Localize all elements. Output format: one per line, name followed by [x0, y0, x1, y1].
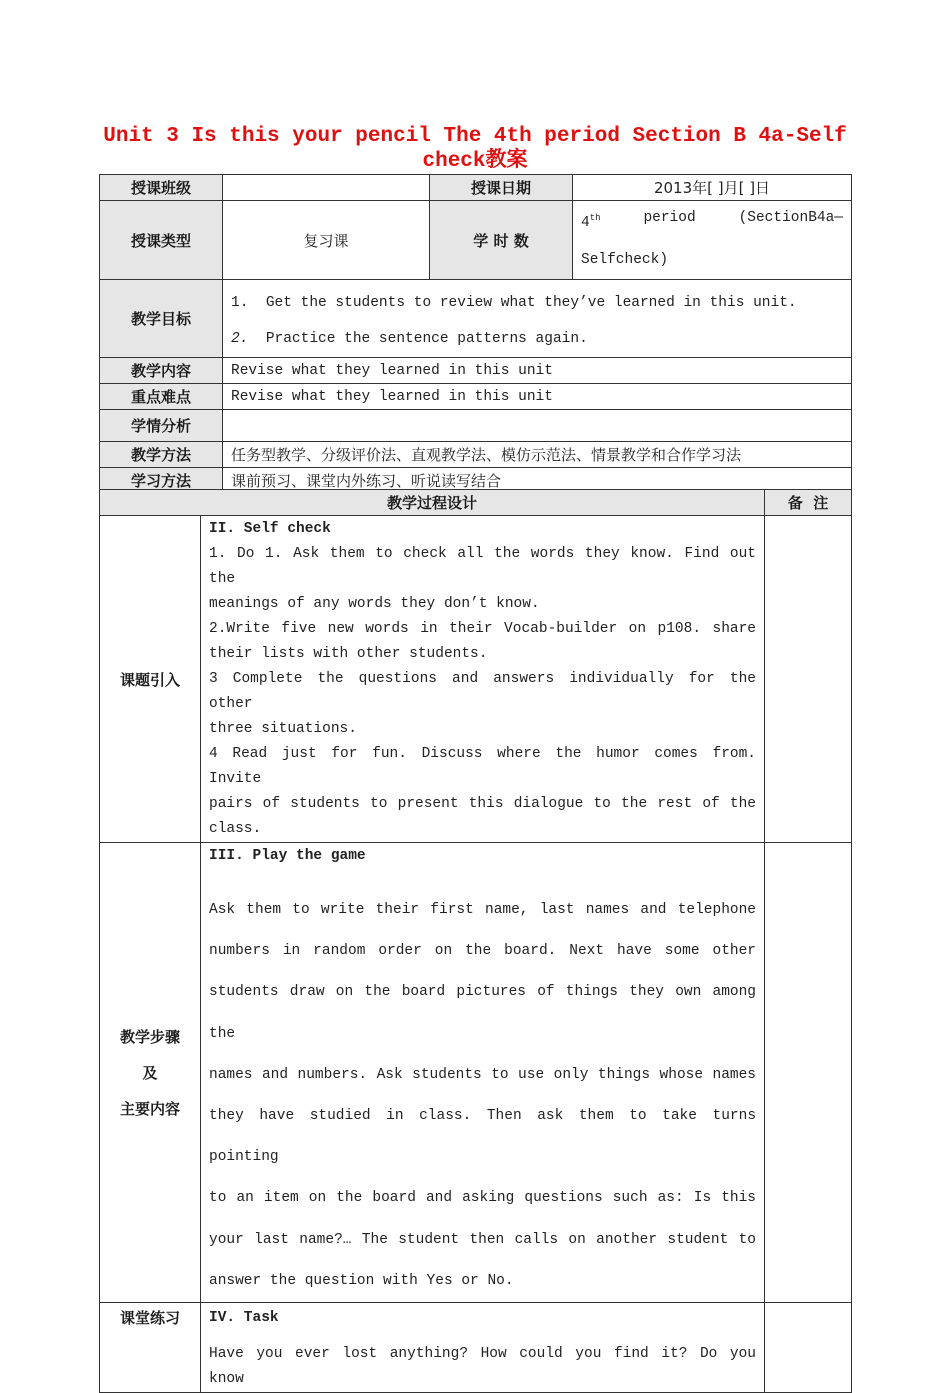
- intro-line: pairs of students to present this dialogue to the rest of the: [209, 796, 757, 812]
- type-value: 复习课: [223, 201, 430, 280]
- title-line-2: check教案: [422, 150, 528, 173]
- section-steps-remark: [765, 843, 852, 1303]
- section-intro-label: 课题引入: [100, 516, 201, 843]
- section-steps-label: [100, 843, 201, 1303]
- steps-label-line-2: 及: [142, 1063, 158, 1082]
- section-intro-content: [201, 516, 765, 843]
- intro-line: meanings of any words they don’t know.: [209, 596, 540, 612]
- steps-label-line-1: 教学步骤: [119, 1027, 180, 1046]
- section-intro-remark: [765, 516, 852, 843]
- goal-label: 教学目标: [100, 280, 223, 358]
- goal-item-2: 2. Practice the sentence patterns again.: [231, 331, 588, 347]
- row-type-hours: [100, 201, 852, 280]
- date-value: 2013年[ ]月[ ]日: [573, 175, 852, 201]
- steps-line: answer the question with Yes or No.: [209, 1272, 514, 1289]
- section-steps-content: [201, 843, 765, 1303]
- section-practice-content: [201, 1303, 765, 1393]
- study-label: 学习方法: [100, 468, 223, 494]
- steps-line: your last name?… The student then calls on another student to: [209, 1231, 757, 1248]
- content-value: Revise what they learned in this unit: [223, 358, 852, 384]
- row-class-date: [100, 175, 852, 201]
- hours-number: 4: [581, 214, 590, 231]
- intro-line: class.: [209, 821, 262, 837]
- section-steps-heading: III. Play the game: [209, 848, 366, 864]
- document-title: [100, 124, 850, 174]
- intro-line: their lists with other students.: [209, 646, 488, 662]
- remark-header: 备 注: [765, 490, 852, 516]
- goal-value: [223, 280, 852, 358]
- intro-line: three situations.: [209, 721, 357, 737]
- lesson-info-table: [99, 174, 852, 494]
- hours-superscript: th: [589, 213, 601, 223]
- hours-value: [573, 201, 852, 280]
- section-practice-heading: IV. Task: [209, 1310, 279, 1327]
- content-label: 教学内容: [100, 358, 223, 384]
- intro-line: 2.Write five new words in their Vocab-builder on p108. share: [209, 621, 757, 637]
- intro-line: 4 Read just for fun. Discuss where the humor comes from. Invite: [209, 746, 757, 787]
- intro-line: 1. Do 1. Ask them to check all the words they know. Find out the: [209, 546, 757, 587]
- row-teaching-method: [100, 442, 852, 468]
- section-practice-row: [100, 1303, 852, 1393]
- intro-line: 3 Complete the questions and answers individually for the other: [209, 671, 757, 712]
- type-label: 授课类型: [100, 201, 223, 280]
- process-header-row: [100, 490, 852, 516]
- steps-line: names and numbers. Ask students to use only things whose names: [209, 1066, 757, 1083]
- steps-paragraph: [209, 890, 756, 1302]
- section-practice-label: 课堂练习: [100, 1303, 201, 1393]
- steps-line: numbers in random order on the board. Next have some other: [209, 943, 757, 960]
- class-value: [223, 175, 430, 201]
- goal-item-1: 1. Get the students to review what they’ve learned in this unit.: [231, 295, 797, 311]
- class-label: 授课班级: [100, 175, 223, 201]
- hours-word-section: (SectionB4a—: [738, 210, 843, 226]
- steps-line: they have studied in class. Then ask them to take turns pointing: [209, 1108, 757, 1166]
- analysis-label: 学情分析: [100, 410, 223, 442]
- hours-line-2: Selfcheck): [581, 251, 669, 268]
- steps-label-line-3: 主要内容: [119, 1099, 180, 1118]
- section-practice-remark: [765, 1303, 852, 1393]
- section-intro-heading: II. Self check: [209, 521, 331, 537]
- teaching-process-table: [99, 489, 852, 1393]
- process-header: 教学过程设计: [100, 490, 765, 516]
- hours-label: 学 时 数: [430, 201, 573, 280]
- row-key-points: [100, 384, 852, 410]
- date-label: 授课日期: [430, 175, 573, 201]
- title-line-1: Unit 3 Is this your pencil The 4th period Section B 4a-Self: [103, 125, 847, 148]
- section-intro-row: [100, 516, 852, 843]
- key-label: 重点难点: [100, 384, 223, 410]
- study-value: 课前预习、课堂内外练习、听说读写结合: [223, 468, 852, 494]
- row-content: [100, 358, 852, 384]
- hours-word-period: period: [643, 210, 696, 226]
- key-value: Revise what they learned in this unit: [223, 384, 852, 410]
- section-steps-row: [100, 843, 852, 1303]
- practice-line: Have you ever lost anything? How could you find it? Do you know: [209, 1346, 757, 1388]
- steps-line: to an item on the board and asking questions such as: Is this: [209, 1190, 757, 1207]
- hours-line-1: [581, 204, 843, 237]
- method-value: 任务型教学、分级评价法、直观教学法、模仿示范法、情景教学和合作学习法: [223, 442, 852, 468]
- row-goals: [100, 280, 852, 358]
- steps-line: students draw on the board pictures of things they own among the: [209, 984, 757, 1042]
- analysis-value: [223, 410, 852, 442]
- method-label: 教学方法: [100, 442, 223, 468]
- row-analysis: [100, 410, 852, 442]
- steps-line: Ask them to write their first name, last names and telephone: [209, 902, 757, 918]
